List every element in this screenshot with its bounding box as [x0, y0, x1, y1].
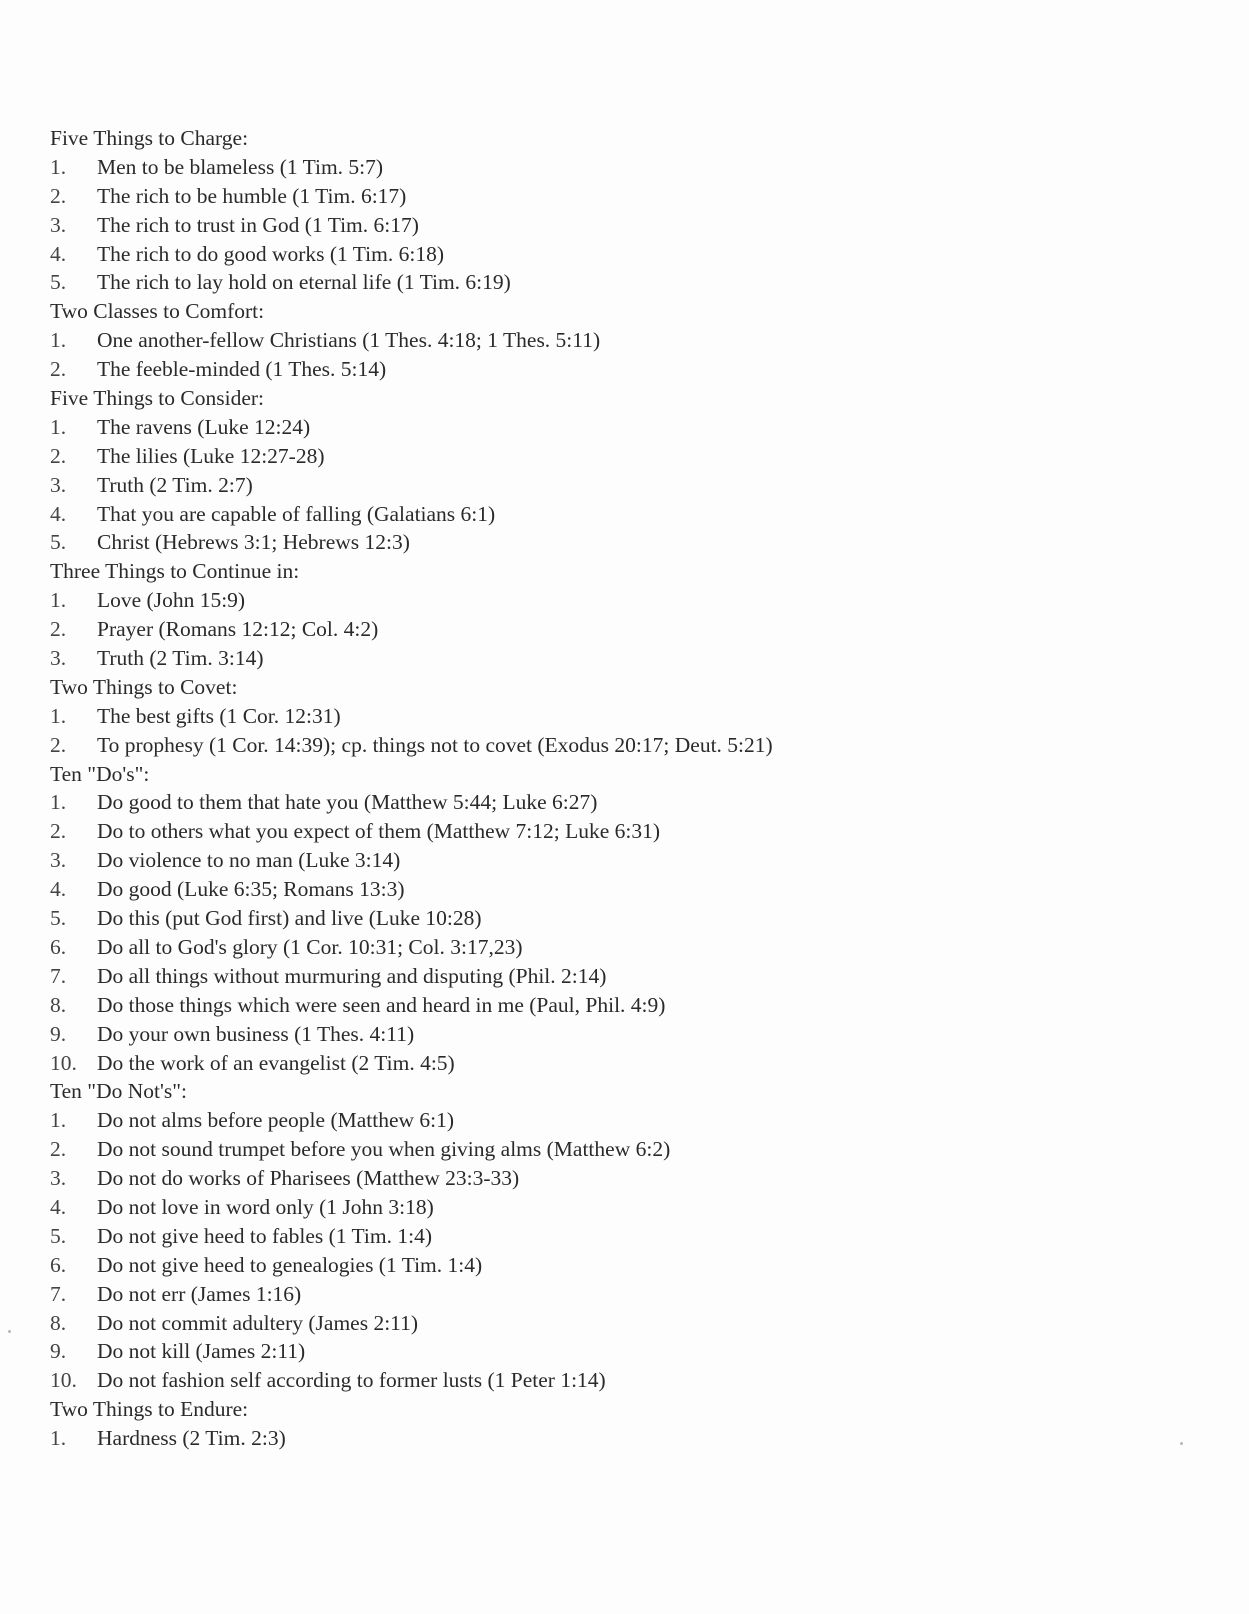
list-item: [50, 1193, 1200, 1222]
item-number: 1.: [50, 154, 67, 179]
item-text: Do your own business (1 Thes. 4:11): [97, 1021, 415, 1046]
item-text: Do not love in word only (1 John 3:18): [97, 1194, 434, 1219]
list-item: [50, 1135, 1200, 1164]
item-text: Do all to God's glory (1 Cor. 10:31; Col. 3:17,23): [97, 934, 523, 959]
item-text: Do not give heed to genealogies (1 Tim. 1:4): [97, 1252, 483, 1277]
item-number: 7.: [50, 1281, 67, 1306]
section-heading: Two Things to Covet:: [50, 674, 238, 699]
list-item: [50, 413, 1200, 442]
item-number: 2.: [50, 1137, 67, 1162]
list-item: [50, 182, 1200, 211]
item-number: 8.: [50, 1310, 67, 1335]
item-text: One another-fellow Christians (1 Thes. 4:18; 1 Thes. 5:11): [97, 328, 601, 353]
section-heading: Five Things to Consider:: [50, 386, 265, 411]
list-item: [50, 817, 1200, 846]
list-item: [50, 991, 1200, 1020]
item-number: 10.: [50, 1050, 77, 1075]
item-number: 4.: [50, 241, 67, 266]
item-number: 1.: [50, 1108, 67, 1133]
list-item: [50, 1251, 1200, 1280]
list-item: [50, 644, 1200, 673]
item-number: 2.: [50, 443, 67, 468]
item-text: Truth (2 Tim. 2:7): [97, 472, 253, 497]
item-text: To prophesy (1 Cor. 14:39); cp. things not to covet (Exodus 20:17; Deut. 5:21): [97, 732, 773, 757]
item-text: Love (John 15:9): [97, 588, 246, 613]
list-item: [50, 355, 1200, 384]
item-number: 3.: [50, 212, 67, 237]
list-item: [50, 442, 1200, 471]
item-number: 3.: [50, 472, 67, 497]
item-number: 4.: [50, 1194, 67, 1219]
list-item: [50, 933, 1200, 962]
list-item: [50, 268, 1200, 297]
item-number: 3.: [50, 848, 67, 873]
list-item: [50, 1164, 1200, 1193]
document-body: [50, 124, 1200, 1453]
item-number: 3.: [50, 646, 67, 671]
item-text: Christ (Hebrews 3:1; Hebrews 12:3): [97, 530, 410, 555]
item-text: The rich to trust in God (1 Tim. 6:17): [97, 212, 419, 237]
list-item: [50, 788, 1200, 817]
item-number: 4.: [50, 877, 67, 902]
list-item: [50, 1280, 1200, 1309]
item-text: Do good (Luke 6:35; Romans 13:3): [97, 877, 405, 902]
section-heading: Two Classes to Comfort:: [50, 299, 265, 324]
item-text: The rich to lay hold on eternal life (1 Tim. 6:19): [97, 270, 511, 295]
item-number: 5.: [50, 1223, 67, 1248]
list-item: [50, 846, 1200, 875]
item-text: The lilies (Luke 12:27-28): [97, 443, 325, 468]
item-text: Do not err (James 1:16): [97, 1281, 302, 1306]
item-number: 2.: [50, 357, 67, 382]
item-text: Do not commit adultery (James 2:11): [97, 1310, 419, 1335]
list-item: [50, 471, 1200, 500]
item-text: That you are capable of falling (Galatians 6:1): [97, 501, 496, 526]
item-number: 3.: [50, 1166, 67, 1191]
item-text: Hardness (2 Tim. 2:3): [97, 1426, 286, 1451]
item-text: The ravens (Luke 12:24): [97, 414, 311, 439]
scan-speck: [1180, 1442, 1183, 1445]
list-item: [50, 1366, 1200, 1395]
item-text: Men to be blameless (1 Tim. 5:7): [97, 154, 384, 179]
list-item: [50, 904, 1200, 933]
item-number: 6.: [50, 1252, 67, 1277]
list-item: [50, 962, 1200, 991]
list-item: [50, 153, 1200, 182]
item-text: The rich to do good works (1 Tim. 6:18): [97, 241, 444, 266]
item-number: 2.: [50, 617, 67, 642]
item-text: Do not do works of Pharisees (Matthew 23:3-33): [97, 1166, 520, 1191]
item-number: 10.: [50, 1368, 77, 1393]
section-heading: Two Things to Endure:: [50, 1397, 249, 1422]
item-number: 1.: [50, 1426, 67, 1451]
list-item: [50, 875, 1200, 904]
list-item: [50, 1222, 1200, 1251]
item-number: 4.: [50, 501, 67, 526]
item-number: 1.: [50, 328, 67, 353]
list-item: [50, 211, 1200, 240]
item-text: Do not fashion self according to former lusts (1 Peter 1:14): [97, 1368, 606, 1393]
item-number: 5.: [50, 530, 67, 555]
item-text: Do to others what you expect of them (Matthew 7:12; Luke 6:31): [97, 819, 661, 844]
item-number: 1.: [50, 414, 67, 439]
section-heading: Five Things to Charge:: [50, 126, 249, 150]
section-heading: Ten "Do's":: [50, 761, 150, 786]
list-item: [50, 1424, 1200, 1453]
list-item: [50, 528, 1200, 557]
item-text: Do the work of an evangelist (2 Tim. 4:5): [97, 1050, 455, 1075]
scan-speck: [8, 1330, 11, 1333]
item-number: 2.: [50, 183, 67, 208]
section-heading: Ten "Do Not's":: [50, 1079, 187, 1104]
item-text: Do not kill (James 2:11): [97, 1339, 306, 1364]
item-text: The feeble-minded (1 Thes. 5:14): [97, 357, 387, 382]
item-text: Do all things without murmuring and disputing (Phil. 2:14): [97, 963, 607, 988]
item-number: 5.: [50, 906, 67, 931]
item-number: 2.: [50, 819, 67, 844]
item-text: Do not sound trumpet before you when giving alms (Matthew 6:2): [97, 1137, 671, 1162]
list-item: [50, 1106, 1200, 1135]
item-number: 8.: [50, 992, 67, 1017]
list-item: [50, 615, 1200, 644]
list-item: [50, 731, 1200, 760]
list-item: [50, 1309, 1200, 1338]
list-item: [50, 1049, 1200, 1078]
item-text: Do good to them that hate you (Matthew 5:44; Luke 6:27): [97, 790, 598, 815]
item-text: Prayer (Romans 12:12; Col. 4:2): [97, 617, 379, 642]
item-text: The best gifts (1 Cor. 12:31): [97, 703, 341, 728]
item-number: 9.: [50, 1021, 67, 1046]
item-number: 7.: [50, 963, 67, 988]
item-text: Do violence to no man (Luke 3:14): [97, 848, 401, 873]
item-text: Do those things which were seen and heard in me (Paul, Phil. 4:9): [97, 992, 666, 1017]
list-item: [50, 1020, 1200, 1049]
item-text: Do not alms before people (Matthew 6:1): [97, 1108, 455, 1133]
section-heading: Three Things to Continue in:: [50, 559, 300, 584]
item-text: Truth (2 Tim. 3:14): [97, 646, 264, 671]
item-number: 1.: [50, 703, 67, 728]
list-item: [50, 326, 1200, 355]
item-number: 6.: [50, 934, 67, 959]
item-text: Do not give heed to fables (1 Tim. 1:4): [97, 1223, 433, 1248]
list-item: [50, 702, 1200, 731]
list-item: [50, 1337, 1200, 1366]
list-item: [50, 500, 1200, 529]
item-text: The rich to be humble (1 Tim. 6:17): [97, 183, 407, 208]
item-number: 1.: [50, 790, 67, 815]
item-text: Do this (put God first) and live (Luke 10:28): [97, 906, 482, 931]
item-number: 5.: [50, 270, 67, 295]
list-item: [50, 240, 1200, 269]
list-item: [50, 586, 1200, 615]
item-number: 2.: [50, 732, 67, 757]
item-number: 9.: [50, 1339, 67, 1364]
item-number: 1.: [50, 588, 67, 613]
